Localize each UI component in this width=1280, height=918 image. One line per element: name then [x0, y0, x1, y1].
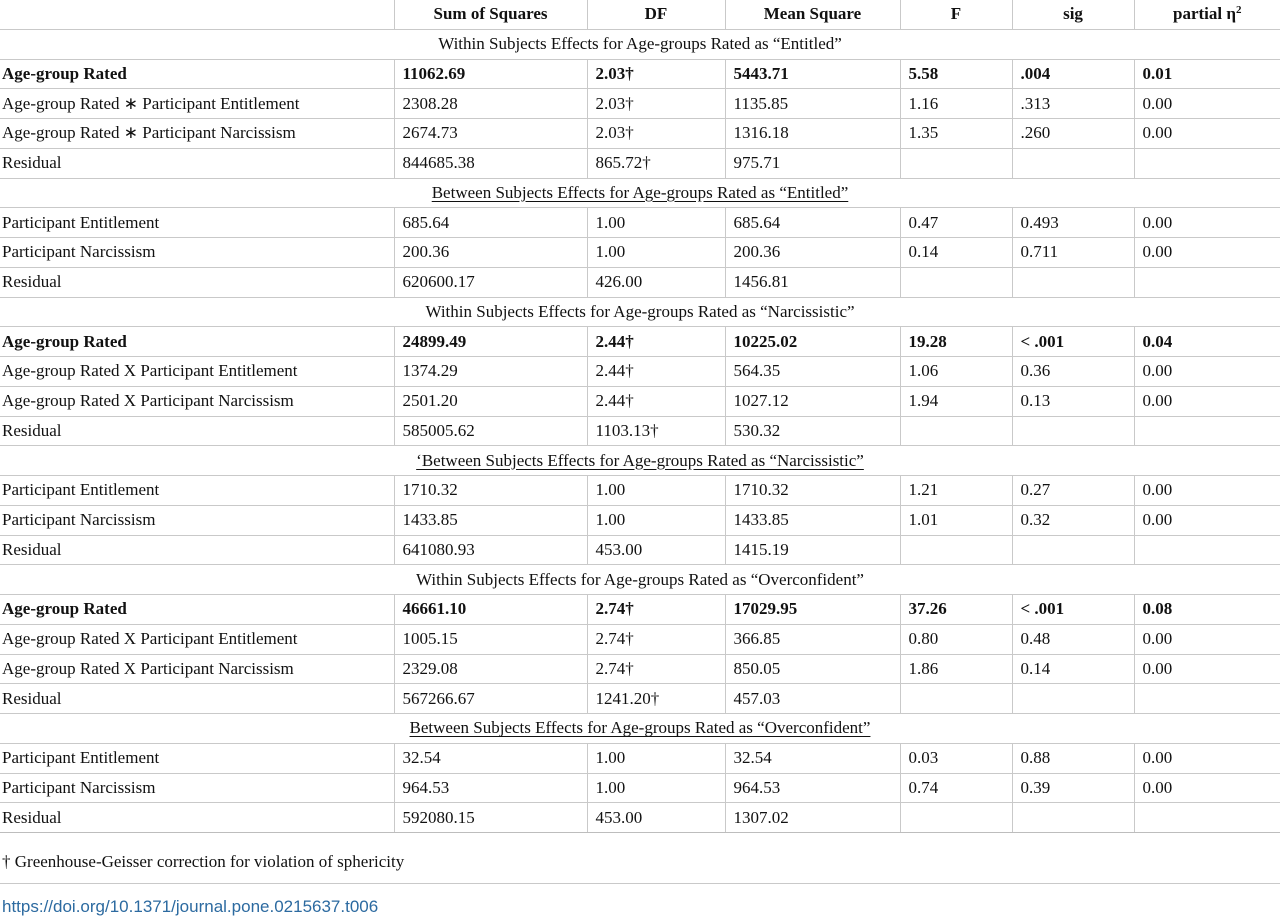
- row-label: Residual: [0, 535, 394, 565]
- cell-sum-of-squares: 32.54: [394, 743, 587, 773]
- cell-sig: .004: [1012, 59, 1134, 89]
- cell-df: 1241.20†: [587, 684, 725, 714]
- cell-mean-square: 975.71: [725, 148, 900, 178]
- cell-df: 1.00: [587, 505, 725, 535]
- cell-f: 5.58: [900, 59, 1012, 89]
- cell-sig: < .001: [1012, 327, 1134, 357]
- cell-mean-square: 17029.95: [725, 595, 900, 625]
- table-row: [0, 89, 1280, 119]
- cell-df: 2.03†: [587, 119, 725, 149]
- cell-sum-of-squares: 24899.49: [394, 327, 587, 357]
- cell-sum-of-squares: 1433.85: [394, 505, 587, 535]
- cell-f: [900, 148, 1012, 178]
- cell-f: 1.06: [900, 357, 1012, 387]
- table-row: [0, 535, 1280, 565]
- section-title-row: [0, 714, 1280, 744]
- cell-mean-square: 200.36: [725, 238, 900, 268]
- cell-df: 453.00: [587, 803, 725, 833]
- section-title-row: [0, 178, 1280, 208]
- cell-df: 1.00: [587, 476, 725, 506]
- cell-sum-of-squares: 567266.67: [394, 684, 587, 714]
- table-row: [0, 357, 1280, 387]
- cell-sum-of-squares: 844685.38: [394, 148, 587, 178]
- footer-divider: [0, 883, 1280, 884]
- cell-df: 2.74†: [587, 624, 725, 654]
- cell-f: 1.94: [900, 386, 1012, 416]
- cell-sig: 0.48: [1012, 624, 1134, 654]
- cell-f: 1.86: [900, 654, 1012, 684]
- table-row: [0, 267, 1280, 297]
- cell-partial-eta: 0.00: [1134, 238, 1280, 268]
- section-title-text: Within Subjects Effects for Age-groups Rated as “Overconfident”: [416, 569, 864, 589]
- header-df: DF: [587, 0, 725, 29]
- cell-f: 1.35: [900, 119, 1012, 149]
- cell-f: 0.14: [900, 238, 1012, 268]
- cell-partial-eta: 0.00: [1134, 357, 1280, 387]
- cell-sig: < .001: [1012, 595, 1134, 625]
- row-label: Participant Narcissism: [0, 238, 394, 268]
- row-label: Residual: [0, 148, 394, 178]
- row-label: Age-group Rated: [0, 59, 394, 89]
- cell-sum-of-squares: 641080.93: [394, 535, 587, 565]
- section-title: [0, 29, 1280, 59]
- cell-partial-eta: 0.00: [1134, 505, 1280, 535]
- cell-sig: [1012, 267, 1134, 297]
- cell-df: 426.00: [587, 267, 725, 297]
- section-title-text: Between Subjects Effects for Age-groups Rated as “Entitled”: [431, 182, 849, 202]
- section-title-row: [0, 565, 1280, 595]
- cell-partial-eta: 0.08: [1134, 595, 1280, 625]
- table-row: [0, 327, 1280, 357]
- cell-sig: 0.711: [1012, 238, 1134, 268]
- cell-sum-of-squares: 592080.15: [394, 803, 587, 833]
- header-partial-eta: [1134, 0, 1280, 29]
- table-row: [0, 595, 1280, 625]
- cell-df: 1.00: [587, 743, 725, 773]
- cell-df: 2.44†: [587, 357, 725, 387]
- cell-f: [900, 416, 1012, 446]
- cell-partial-eta: [1134, 148, 1280, 178]
- cell-mean-square: 10225.02: [725, 327, 900, 357]
- cell-df: 453.00: [587, 535, 725, 565]
- cell-sum-of-squares: 200.36: [394, 238, 587, 268]
- cell-sum-of-squares: 620600.17: [394, 267, 587, 297]
- cell-f: 1.16: [900, 89, 1012, 119]
- cell-sum-of-squares: 585005.62: [394, 416, 587, 446]
- cell-partial-eta: 0.00: [1134, 89, 1280, 119]
- cell-df: 2.44†: [587, 386, 725, 416]
- section-title-text: Within Subjects Effects for Age-groups Rated as “Narcissistic”: [425, 301, 855, 321]
- cell-f: 0.47: [900, 208, 1012, 238]
- row-label: Age-group Rated ∗ Participant Entitlement: [0, 89, 394, 119]
- cell-f: [900, 267, 1012, 297]
- header-partial-eta-label: partial η: [1172, 4, 1236, 24]
- cell-sig: [1012, 803, 1134, 833]
- cell-f: 1.01: [900, 505, 1012, 535]
- cell-sum-of-squares: 1374.29: [394, 357, 587, 387]
- cell-f: 1.21: [900, 476, 1012, 506]
- section-title-text: ‘Between Subjects Effects for Age-groups Rated as “Narcissistic”: [416, 450, 864, 470]
- doi-link[interactable]: https://doi.org/10.1371/journal.pone.0215637.t006: [2, 897, 379, 916]
- cell-mean-square: 1316.18: [725, 119, 900, 149]
- section-title-row: [0, 29, 1280, 59]
- cell-f: 0.74: [900, 773, 1012, 803]
- cell-mean-square: 850.05: [725, 654, 900, 684]
- row-label: Residual: [0, 267, 394, 297]
- cell-partial-eta: 0.04: [1134, 327, 1280, 357]
- cell-partial-eta: 0.00: [1134, 654, 1280, 684]
- cell-sum-of-squares: 46661.10: [394, 595, 587, 625]
- table-row: [0, 238, 1280, 268]
- table-row: [0, 386, 1280, 416]
- header-sum-of-squares: Sum of Squares: [394, 0, 587, 29]
- cell-df: 2.74†: [587, 595, 725, 625]
- cell-f: [900, 803, 1012, 833]
- cell-sum-of-squares: 11062.69: [394, 59, 587, 89]
- table-footnote: † Greenhouse-Geisser correction for violation of sphericity: [2, 852, 405, 871]
- cell-mean-square: 1710.32: [725, 476, 900, 506]
- cell-sum-of-squares: 964.53: [394, 773, 587, 803]
- row-label: Residual: [0, 416, 394, 446]
- cell-mean-square: 530.32: [725, 416, 900, 446]
- row-label: Participant Narcissism: [0, 505, 394, 535]
- table-row: [0, 416, 1280, 446]
- cell-sig: 0.13: [1012, 386, 1134, 416]
- cell-mean-square: 964.53: [725, 773, 900, 803]
- row-label: Participant Entitlement: [0, 743, 394, 773]
- cell-partial-eta: [1134, 416, 1280, 446]
- cell-df: 1103.13†: [587, 416, 725, 446]
- cell-df: 2.44†: [587, 327, 725, 357]
- row-label: Age-group Rated: [0, 327, 394, 357]
- cell-f: 19.28: [900, 327, 1012, 357]
- cell-partial-eta: 0.00: [1134, 476, 1280, 506]
- row-label: Age-group Rated X Participant Narcissism: [0, 654, 394, 684]
- section-title: [0, 446, 1280, 476]
- cell-mean-square: 685.64: [725, 208, 900, 238]
- cell-sig: 0.39: [1012, 773, 1134, 803]
- row-label: Participant Entitlement: [0, 476, 394, 506]
- header-mean-square: Mean Square: [725, 0, 900, 29]
- cell-mean-square: 32.54: [725, 743, 900, 773]
- cell-sig: [1012, 535, 1134, 565]
- cell-sum-of-squares: 2308.28: [394, 89, 587, 119]
- section-title-row: [0, 297, 1280, 327]
- cell-mean-square: 457.03: [725, 684, 900, 714]
- row-label: Residual: [0, 684, 394, 714]
- cell-f: 37.26: [900, 595, 1012, 625]
- section-title: [0, 297, 1280, 327]
- cell-mean-square: 564.35: [725, 357, 900, 387]
- cell-df: 1.00: [587, 773, 725, 803]
- cell-df: 2.74†: [587, 654, 725, 684]
- row-label: Age-group Rated X Participant Narcissism: [0, 386, 394, 416]
- cell-mean-square: 1135.85: [725, 89, 900, 119]
- section-title: [0, 565, 1280, 595]
- cell-sig: [1012, 148, 1134, 178]
- table-row: [0, 148, 1280, 178]
- cell-mean-square: 1027.12: [725, 386, 900, 416]
- section-title: [0, 178, 1280, 208]
- cell-df: 2.03†: [587, 59, 725, 89]
- cell-sig: 0.88: [1012, 743, 1134, 773]
- table-row: [0, 743, 1280, 773]
- table-row: [0, 59, 1280, 89]
- table-row: [0, 654, 1280, 684]
- row-label: Participant Narcissism: [0, 773, 394, 803]
- cell-partial-eta: 0.00: [1134, 208, 1280, 238]
- cell-f: 0.80: [900, 624, 1012, 654]
- cell-sum-of-squares: 2329.08: [394, 654, 587, 684]
- row-label: Participant Entitlement: [0, 208, 394, 238]
- cell-mean-square: 1307.02: [725, 803, 900, 833]
- cell-f: 0.03: [900, 743, 1012, 773]
- cell-df: 1.00: [587, 238, 725, 268]
- row-label: Age-group Rated ∗ Participant Narcissism: [0, 119, 394, 149]
- cell-partial-eta: [1134, 684, 1280, 714]
- cell-f: [900, 535, 1012, 565]
- cell-sig: .313: [1012, 89, 1134, 119]
- section-title-row: [0, 446, 1280, 476]
- cell-sum-of-squares: 685.64: [394, 208, 587, 238]
- row-label: Age-group Rated X Participant Entitlement: [0, 624, 394, 654]
- cell-df: 2.03†: [587, 89, 725, 119]
- header-row: [0, 0, 1280, 29]
- row-label: Age-group Rated: [0, 595, 394, 625]
- cell-sum-of-squares: 2674.73: [394, 119, 587, 149]
- table-row: [0, 803, 1280, 833]
- table-row: [0, 505, 1280, 535]
- cell-df: 1.00: [587, 208, 725, 238]
- header-sig: sig: [1012, 0, 1134, 29]
- cell-sum-of-squares: 1710.32: [394, 476, 587, 506]
- cell-sig: [1012, 416, 1134, 446]
- table-row: [0, 684, 1280, 714]
- cell-sig: [1012, 684, 1134, 714]
- cell-partial-eta: 0.00: [1134, 743, 1280, 773]
- table-row: [0, 208, 1280, 238]
- cell-sig: 0.27: [1012, 476, 1134, 506]
- header-f: F: [900, 0, 1012, 29]
- table-row: [0, 773, 1280, 803]
- cell-partial-eta: [1134, 267, 1280, 297]
- cell-mean-square: 5443.71: [725, 59, 900, 89]
- table-row: [0, 476, 1280, 506]
- cell-partial-eta: [1134, 803, 1280, 833]
- section-title-text: Between Subjects Effects for Age-groups Rated as “Overconfident”: [409, 718, 871, 738]
- row-label: Residual: [0, 803, 394, 833]
- cell-partial-eta: [1134, 535, 1280, 565]
- header-partial-eta-superscript: 2: [1236, 4, 1242, 17]
- cell-df: 865.72†: [587, 148, 725, 178]
- cell-mean-square: 1433.85: [725, 505, 900, 535]
- cell-f: [900, 684, 1012, 714]
- cell-sig: .260: [1012, 119, 1134, 149]
- cell-sig: 0.36: [1012, 357, 1134, 387]
- cell-partial-eta: 0.01: [1134, 59, 1280, 89]
- header-blank: [0, 0, 394, 29]
- cell-mean-square: 366.85: [725, 624, 900, 654]
- cell-partial-eta: 0.00: [1134, 119, 1280, 149]
- section-title: [0, 714, 1280, 744]
- cell-sum-of-squares: 2501.20: [394, 386, 587, 416]
- table-row: [0, 624, 1280, 654]
- row-label: Age-group Rated X Participant Entitlement: [0, 357, 394, 387]
- cell-partial-eta: 0.00: [1134, 773, 1280, 803]
- cell-sig: 0.32: [1012, 505, 1134, 535]
- cell-sig: 0.14: [1012, 654, 1134, 684]
- cell-mean-square: 1456.81: [725, 267, 900, 297]
- cell-mean-square: 1415.19: [725, 535, 900, 565]
- cell-partial-eta: 0.00: [1134, 624, 1280, 654]
- cell-sig: 0.493: [1012, 208, 1134, 238]
- cell-sum-of-squares: 1005.15: [394, 624, 587, 654]
- table-row: [0, 119, 1280, 149]
- cell-partial-eta: 0.00: [1134, 386, 1280, 416]
- section-title-text: Within Subjects Effects for Age-groups Rated as “Entitled”: [438, 34, 842, 54]
